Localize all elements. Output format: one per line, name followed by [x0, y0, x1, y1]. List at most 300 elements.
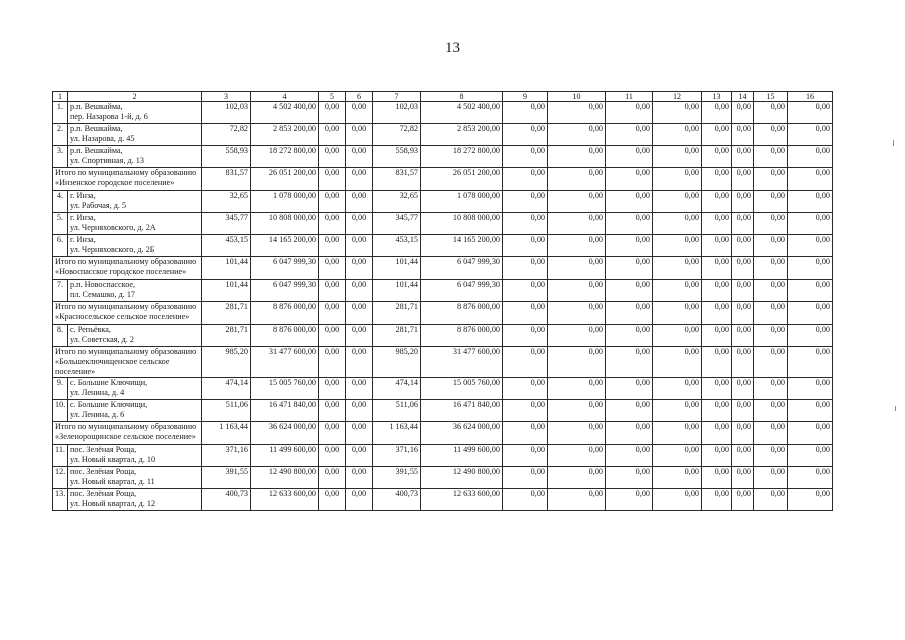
value-cell: 0,00: [319, 325, 346, 347]
value-cell: 0,00: [702, 124, 732, 146]
scan-mark: [895, 406, 896, 411]
row-number: 3.: [53, 146, 68, 168]
value-cell: 0,00: [346, 347, 373, 378]
value-cell: 16 471 840,00: [421, 400, 503, 422]
value-cell: 0,00: [319, 102, 346, 124]
table-row: [53, 467, 833, 489]
value-cell: 281,71: [202, 302, 251, 325]
value-cell: 0,00: [732, 102, 754, 124]
total-row: [53, 422, 833, 445]
value-cell: 0,00: [503, 347, 548, 378]
value-cell: 0,00: [503, 168, 548, 191]
value-cell: 0,00: [754, 400, 788, 422]
value-cell: 102,03: [202, 102, 251, 124]
value-cell: 12 490 800,00: [421, 467, 503, 489]
value-cell: 0,00: [606, 422, 653, 445]
value-cell: 0,00: [754, 378, 788, 400]
table-row: [53, 325, 833, 347]
value-cell: 0,00: [319, 146, 346, 168]
value-cell: 0,00: [702, 213, 732, 235]
value-cell: 0,00: [346, 467, 373, 489]
value-cell: 0,00: [702, 102, 732, 124]
value-cell: 0,00: [548, 280, 606, 302]
total-row: [53, 347, 833, 378]
value-cell: 0,00: [653, 347, 702, 378]
total-row: [53, 168, 833, 191]
value-cell: 0,00: [702, 467, 732, 489]
value-cell: 0,00: [548, 146, 606, 168]
value-cell: 0,00: [503, 378, 548, 400]
value-cell: 15 005 760,00: [251, 378, 319, 400]
address-line: г. Инза,: [70, 191, 96, 200]
address-line: р.п. Вешкайма,: [70, 102, 123, 111]
value-cell: 0,00: [732, 280, 754, 302]
value-cell: 0,00: [653, 102, 702, 124]
table-row: [53, 146, 833, 168]
address-line: ул. Новый квартал, д. 11: [70, 477, 155, 486]
value-cell: 32,65: [373, 191, 421, 213]
value-cell: 0,00: [319, 489, 346, 511]
value-cell: 72,82: [202, 124, 251, 146]
value-cell: 0,00: [319, 124, 346, 146]
table-row: [53, 489, 833, 511]
value-cell: 0,00: [606, 378, 653, 400]
value-cell: 0,00: [653, 280, 702, 302]
value-cell: 11 499 600,00: [421, 445, 503, 467]
value-cell: 0,00: [788, 422, 833, 445]
table-row: [53, 191, 833, 213]
header-cell: 11: [606, 92, 653, 102]
value-cell: 31 477 600,00: [421, 347, 503, 378]
address-line: г. Инза,: [70, 213, 96, 222]
value-cell: 0,00: [788, 213, 833, 235]
value-cell: 0,00: [606, 400, 653, 422]
total-row: [53, 302, 833, 325]
value-cell: 0,00: [732, 124, 754, 146]
value-cell: 0,00: [754, 422, 788, 445]
value-cell: 0,00: [754, 235, 788, 257]
value-cell: 0,00: [548, 347, 606, 378]
value-cell: 391,55: [373, 467, 421, 489]
value-cell: 0,00: [754, 489, 788, 511]
address-line: ул. Рабочая, д. 5: [70, 201, 127, 210]
value-cell: 0,00: [548, 235, 606, 257]
value-cell: 0,00: [702, 302, 732, 325]
value-cell: 0,00: [653, 489, 702, 511]
value-cell: 0,00: [346, 302, 373, 325]
value-cell: 0,00: [548, 378, 606, 400]
row-number: 4.: [53, 191, 68, 213]
value-cell: 0,00: [319, 347, 346, 378]
table-header: [53, 92, 833, 102]
value-cell: 0,00: [732, 489, 754, 511]
value-cell: 14 165 200,00: [421, 235, 503, 257]
header-cell: 6: [346, 92, 373, 102]
value-cell: 0,00: [788, 124, 833, 146]
value-cell: 281,71: [373, 302, 421, 325]
value-cell: 0,00: [754, 191, 788, 213]
address-line: ул. Советская, д. 2: [70, 335, 134, 344]
value-cell: 985,20: [373, 347, 421, 378]
value-cell: 0,00: [653, 422, 702, 445]
value-cell: 12 490 800,00: [251, 467, 319, 489]
value-cell: 0,00: [606, 347, 653, 378]
table-row: [53, 280, 833, 302]
value-cell: 0,00: [548, 467, 606, 489]
value-cell: 281,71: [202, 325, 251, 347]
header-cell: 7: [373, 92, 421, 102]
value-cell: 511,06: [373, 400, 421, 422]
value-cell: 0,00: [503, 280, 548, 302]
value-cell: 0,00: [754, 347, 788, 378]
row-number: 6.: [53, 235, 68, 257]
value-cell: 558,93: [202, 146, 251, 168]
value-cell: 102,03: [373, 102, 421, 124]
value-cell: 0,00: [754, 168, 788, 191]
value-cell: 0,00: [606, 168, 653, 191]
value-cell: 0,00: [319, 400, 346, 422]
value-cell: 0,00: [653, 213, 702, 235]
value-cell: 0,00: [503, 235, 548, 257]
value-cell: 0,00: [788, 146, 833, 168]
value-cell: 0,00: [319, 422, 346, 445]
value-cell: 0,00: [732, 257, 754, 280]
address-line: пос. Зелёная Роща,: [70, 489, 137, 498]
value-cell: 0,00: [702, 191, 732, 213]
value-cell: 0,00: [702, 489, 732, 511]
value-cell: 0,00: [346, 213, 373, 235]
address-line: ул. Черняховского, д. 2Б: [70, 245, 155, 254]
value-cell: 0,00: [319, 302, 346, 325]
value-cell: 0,00: [754, 467, 788, 489]
table-row: [53, 213, 833, 235]
value-cell: 36 624 000,00: [421, 422, 503, 445]
value-cell: 0,00: [788, 102, 833, 124]
row-number: 10.: [53, 400, 68, 422]
table-row: [53, 378, 833, 400]
value-cell: 0,00: [788, 347, 833, 378]
value-cell: 101,44: [373, 257, 421, 280]
address-cell: [68, 102, 202, 124]
total-label: Итого по муниципальному образованию «Зеленорощинское сельское поселение»: [53, 422, 202, 445]
value-cell: 6 047 999,30: [421, 280, 503, 302]
value-cell: 36 624 000,00: [251, 422, 319, 445]
value-cell: 391,55: [202, 467, 251, 489]
value-cell: 0,00: [653, 257, 702, 280]
value-cell: 0,00: [788, 467, 833, 489]
value-cell: 12 633 600,00: [421, 489, 503, 511]
table-row: [53, 102, 833, 124]
value-cell: 0,00: [503, 422, 548, 445]
value-cell: 0,00: [702, 325, 732, 347]
value-cell: 0,00: [503, 445, 548, 467]
value-cell: 0,00: [653, 445, 702, 467]
address-cell: [68, 235, 202, 257]
value-cell: 8 876 000,00: [251, 325, 319, 347]
value-cell: 0,00: [653, 124, 702, 146]
address-line: ул. Ленина, д. 4: [70, 388, 125, 397]
value-cell: 0,00: [346, 168, 373, 191]
address-line: с. Большие Ключищи,: [70, 378, 148, 387]
value-cell: 371,16: [202, 445, 251, 467]
value-cell: 831,57: [373, 168, 421, 191]
value-cell: 1 163,44: [373, 422, 421, 445]
value-cell: 0,00: [606, 146, 653, 168]
value-cell: 0,00: [319, 191, 346, 213]
value-cell: 0,00: [702, 422, 732, 445]
address-line: пер. Назарова 1-й, д. 6: [70, 112, 148, 121]
value-cell: 4 502 400,00: [421, 102, 503, 124]
value-cell: 18 272 800,00: [251, 146, 319, 168]
value-cell: 0,00: [346, 191, 373, 213]
value-cell: 0,00: [606, 325, 653, 347]
value-cell: 18 272 800,00: [421, 146, 503, 168]
value-cell: 0,00: [606, 445, 653, 467]
value-cell: 0,00: [319, 257, 346, 280]
value-cell: 0,00: [732, 146, 754, 168]
value-cell: 0,00: [732, 467, 754, 489]
value-cell: 0,00: [548, 213, 606, 235]
value-cell: 0,00: [702, 378, 732, 400]
header-cell: 2: [68, 92, 202, 102]
header-cell: 8: [421, 92, 503, 102]
address-line: ул. Ленина, д. 6: [70, 410, 125, 419]
value-cell: 0,00: [653, 325, 702, 347]
value-cell: 0,00: [319, 213, 346, 235]
value-cell: 0,00: [606, 235, 653, 257]
address-cell: [68, 489, 202, 511]
value-cell: 0,00: [548, 422, 606, 445]
value-cell: 8 876 000,00: [421, 325, 503, 347]
value-cell: 0,00: [788, 325, 833, 347]
value-cell: 0,00: [548, 102, 606, 124]
address-line: ул. Назарова, д. 45: [70, 134, 135, 143]
address-cell: [68, 467, 202, 489]
address-line: пос. Зелёная Роща,: [70, 445, 137, 454]
value-cell: 0,00: [606, 213, 653, 235]
row-number: 1.: [53, 102, 68, 124]
value-cell: 0,00: [548, 489, 606, 511]
value-cell: 0,00: [732, 422, 754, 445]
header-cell: 3: [202, 92, 251, 102]
header-cell: 9: [503, 92, 548, 102]
value-cell: 16 471 840,00: [251, 400, 319, 422]
address-line: г. Инза,: [70, 235, 96, 244]
value-cell: 453,15: [373, 235, 421, 257]
value-cell: 0,00: [702, 445, 732, 467]
value-cell: 0,00: [702, 257, 732, 280]
address-line: ул. Новый квартал, д. 12: [70, 499, 156, 508]
value-cell: 0,00: [702, 400, 732, 422]
value-cell: 0,00: [346, 124, 373, 146]
value-cell: 345,77: [373, 213, 421, 235]
value-cell: 0,00: [503, 191, 548, 213]
value-cell: 0,00: [653, 235, 702, 257]
row-number: 8.: [53, 325, 68, 347]
header-cell: 1: [53, 92, 68, 102]
value-cell: 0,00: [503, 302, 548, 325]
row-number: 2.: [53, 124, 68, 146]
value-cell: 0,00: [754, 445, 788, 467]
header-cell: 14: [732, 92, 754, 102]
value-cell: 400,73: [373, 489, 421, 511]
address-cell: [68, 280, 202, 302]
value-cell: 0,00: [319, 235, 346, 257]
value-cell: 511,06: [202, 400, 251, 422]
total-label: Итого по муниципальному образованию «Новоспасское городское поселение»: [53, 257, 202, 280]
value-cell: 0,00: [606, 102, 653, 124]
value-cell: 101,44: [373, 280, 421, 302]
value-cell: 0,00: [606, 489, 653, 511]
value-cell: 0,00: [732, 325, 754, 347]
value-cell: 12 633 600,00: [251, 489, 319, 511]
table-body: [53, 102, 833, 511]
value-cell: 1 078 000,00: [421, 191, 503, 213]
value-cell: 0,00: [788, 257, 833, 280]
value-cell: 0,00: [548, 400, 606, 422]
value-cell: 0,00: [754, 325, 788, 347]
value-cell: 0,00: [732, 347, 754, 378]
value-cell: 0,00: [548, 168, 606, 191]
value-cell: 0,00: [788, 400, 833, 422]
value-cell: 0,00: [346, 489, 373, 511]
value-cell: 31 477 600,00: [251, 347, 319, 378]
header-cell: 4: [251, 92, 319, 102]
address-line: р.п. Вешкайма,: [70, 146, 123, 155]
value-cell: 0,00: [788, 168, 833, 191]
value-cell: 0,00: [653, 467, 702, 489]
value-cell: 0,00: [653, 168, 702, 191]
address-line: пл. Семашко, д. 17: [70, 290, 136, 299]
value-cell: 0,00: [548, 191, 606, 213]
value-cell: 0,00: [606, 257, 653, 280]
value-cell: 985,20: [202, 347, 251, 378]
value-cell: 0,00: [702, 235, 732, 257]
row-number: 9.: [53, 378, 68, 400]
value-cell: 0,00: [788, 445, 833, 467]
value-cell: 10 808 000,00: [421, 213, 503, 235]
value-cell: 400,73: [202, 489, 251, 511]
address-line: ул. Спортивная, д. 13: [70, 156, 144, 165]
value-cell: 101,44: [202, 257, 251, 280]
value-cell: 15 005 760,00: [421, 378, 503, 400]
row-number: 13.: [53, 489, 68, 511]
header-cell: 5: [319, 92, 346, 102]
value-cell: 474,14: [202, 378, 251, 400]
value-cell: 0,00: [548, 445, 606, 467]
value-cell: 0,00: [346, 280, 373, 302]
value-cell: 0,00: [788, 235, 833, 257]
value-cell: 0,00: [503, 467, 548, 489]
value-cell: 0,00: [319, 467, 346, 489]
value-cell: 0,00: [732, 213, 754, 235]
value-cell: 0,00: [346, 325, 373, 347]
page-number: 13: [445, 40, 460, 56]
value-cell: 0,00: [548, 257, 606, 280]
value-cell: 0,00: [548, 325, 606, 347]
table-row: [53, 235, 833, 257]
value-cell: 0,00: [606, 191, 653, 213]
header-cell: 10: [548, 92, 606, 102]
row-number: 7.: [53, 280, 68, 302]
value-cell: 0,00: [788, 191, 833, 213]
value-cell: 0,00: [732, 302, 754, 325]
value-cell: 453,15: [202, 235, 251, 257]
value-cell: 0,00: [319, 378, 346, 400]
value-cell: 1 163,44: [202, 422, 251, 445]
value-cell: 0,00: [346, 378, 373, 400]
row-number: 5.: [53, 213, 68, 235]
value-cell: 281,71: [373, 325, 421, 347]
value-cell: 101,44: [202, 280, 251, 302]
value-cell: 558,93: [373, 146, 421, 168]
address-line: с. Репьёвка,: [70, 325, 111, 334]
value-cell: 474,14: [373, 378, 421, 400]
address-cell: [68, 325, 202, 347]
address-cell: [68, 400, 202, 422]
value-cell: 8 876 000,00: [421, 302, 503, 325]
value-cell: 0,00: [606, 124, 653, 146]
value-cell: 0,00: [606, 302, 653, 325]
total-label: Итого по муниципальному образованию «Большеключищенское сельское поселение»: [53, 347, 202, 378]
table-row: [53, 124, 833, 146]
value-cell: 0,00: [702, 280, 732, 302]
value-cell: 371,16: [373, 445, 421, 467]
header-cell: 15: [754, 92, 788, 102]
value-cell: 0,00: [346, 235, 373, 257]
value-cell: 6 047 999,30: [251, 257, 319, 280]
value-cell: 0,00: [346, 400, 373, 422]
value-cell: 26 051 200,00: [251, 168, 319, 191]
row-number: 12.: [53, 467, 68, 489]
value-cell: 26 051 200,00: [421, 168, 503, 191]
value-cell: 11 499 600,00: [251, 445, 319, 467]
value-cell: 0,00: [732, 445, 754, 467]
address-line: пос. Зелёная Роща,: [70, 467, 137, 476]
value-cell: 0,00: [319, 280, 346, 302]
value-cell: 0,00: [754, 102, 788, 124]
value-cell: 0,00: [503, 325, 548, 347]
value-cell: 0,00: [503, 146, 548, 168]
total-label: Итого по муниципальному образованию «Красносельское сельское поселение»: [53, 302, 202, 325]
value-cell: 6 047 999,30: [421, 257, 503, 280]
value-cell: 0,00: [754, 124, 788, 146]
value-cell: 0,00: [754, 257, 788, 280]
value-cell: 0,00: [319, 445, 346, 467]
value-cell: 0,00: [503, 124, 548, 146]
address-cell: [68, 146, 202, 168]
value-cell: 0,00: [503, 102, 548, 124]
value-cell: 8 876 000,00: [251, 302, 319, 325]
address-line: ул. Черняховского, д. 2А: [70, 223, 156, 232]
value-cell: 0,00: [653, 302, 702, 325]
value-cell: 0,00: [653, 146, 702, 168]
value-cell: 6 047 999,30: [251, 280, 319, 302]
value-cell: 2 853 200,00: [421, 124, 503, 146]
value-cell: 0,00: [754, 213, 788, 235]
value-cell: 1 078 000,00: [251, 191, 319, 213]
address-cell: [68, 213, 202, 235]
address-line: ул. Новый квартал, д. 10: [70, 455, 156, 464]
address-line: р.п. Вешкайма,: [70, 124, 123, 133]
value-cell: 0,00: [346, 257, 373, 280]
value-cell: 32,65: [202, 191, 251, 213]
address-cell: [68, 378, 202, 400]
address-line: р.п. Новоспасское,: [70, 280, 136, 289]
address-cell: [68, 445, 202, 467]
table-row: [53, 400, 833, 422]
value-cell: 72,82: [373, 124, 421, 146]
